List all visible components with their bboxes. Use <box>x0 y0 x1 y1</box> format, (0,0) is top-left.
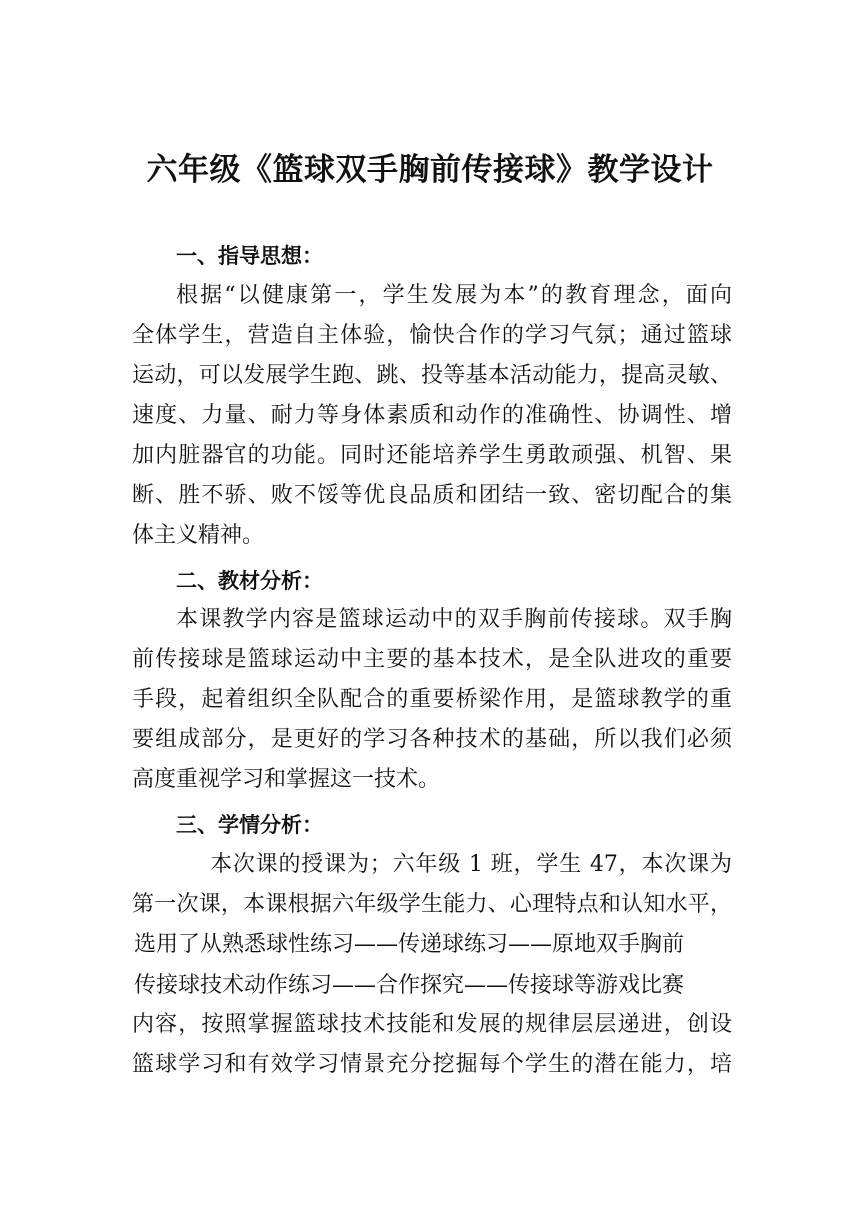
paragraph-line: 传接球技术动作练习——合作探究——传接球等游戏比赛 <box>134 973 685 998</box>
paragraph-line: 前传接球是篮球运动中主要的基本技术，是全队进攻的重要 <box>132 647 732 672</box>
section-heading-material-analysis: 二、教材分析： <box>176 569 323 593</box>
section-heading-learner-analysis: 三、学情分析： <box>176 813 323 837</box>
paragraph-line: 本次课的授课为；六年级 1 班，学生 47，本次课为 <box>210 852 732 877</box>
paragraph-line: 手段，起着组织全队配合的重要桥梁作用，是篮球教学的重 <box>132 687 732 712</box>
paragraph-line: 内容，按照掌握篮球技术技能和发展的规律层层递进，创设 <box>132 1012 732 1037</box>
paragraph-line: 选用了从熟悉球性练习——传递球练习——原地双手胸前 <box>134 932 685 957</box>
paragraph-line: 体主义精神。 <box>132 523 265 548</box>
paragraph-line: 篮球学习和有效学习情景充分挖掘每个学生的潜在能力，培 <box>132 1052 732 1077</box>
document-title: 六年级《篮球双手胸前传接球》教学设计 <box>146 152 714 188</box>
section-heading-guiding-ideology: 一、指导思想： <box>176 244 323 268</box>
paragraph-line: 本课教学内容是篮球运动中的双手胸前传接球。双手胸 <box>176 607 732 632</box>
paragraph-line: 第一次课，本课根据六年级学生能力、心理特点和认知水平， <box>132 892 732 917</box>
paragraph-line: 速度、力量、耐力等身体素质和动作的准确性、协调性、增 <box>132 403 732 428</box>
paragraph-line: 加内脏器官的功能。同时还能培养学生勇敢顽强、机智、果 <box>132 443 732 468</box>
paragraph-line: 高度重视学习和掌握这一技术。 <box>132 767 441 792</box>
paragraph-line: 运动，可以发展学生跑、跳、投等基本活动能力，提高灵敏、 <box>132 363 732 388</box>
paragraph-line: 断、胜不骄、败不馁等优良品质和团结一致、密切配合的集 <box>132 483 732 508</box>
paragraph-line: 根据“以健康第一，学生发展为本”的教育理念，面向 <box>176 283 732 308</box>
paragraph-line: 全体学生，营造自主体验，愉快合作的学习气氛；通过篮球 <box>132 323 732 348</box>
paragraph-line: 要组成部分，是更好的学习各种技术的基础，所以我们必须 <box>132 727 732 752</box>
